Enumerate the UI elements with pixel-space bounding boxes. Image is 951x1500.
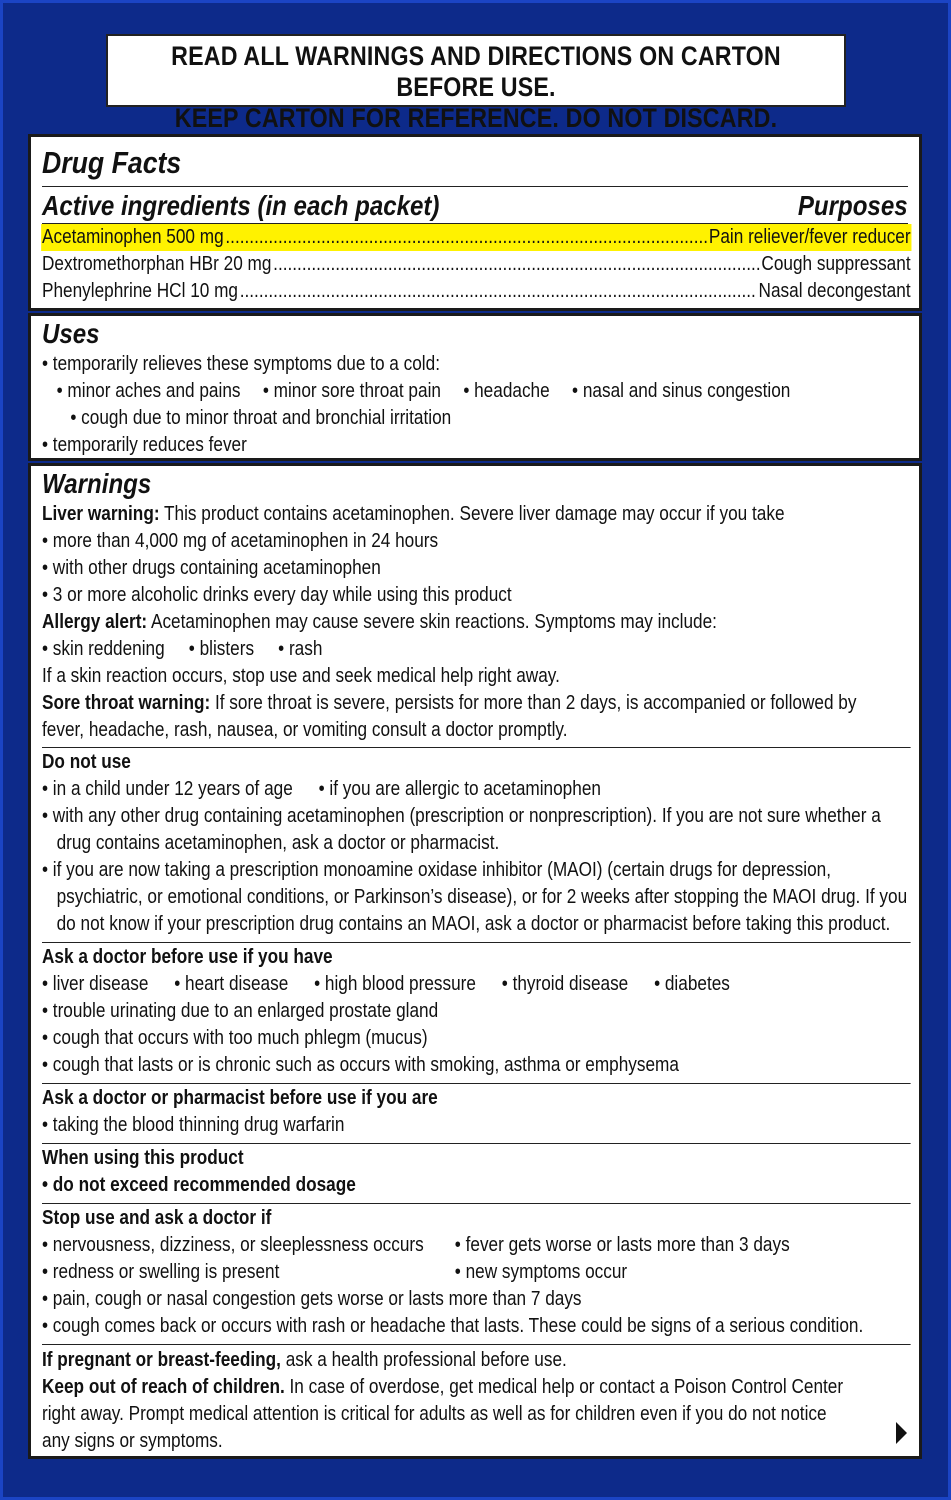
- continue-arrow-icon: [896, 1422, 907, 1444]
- list-item: • 3 or more alcoholic drinks every day while using this product: [42, 584, 512, 606]
- allergy-alert: [42, 609, 911, 636]
- sore-throat-label: Sore throat warning:: [42, 692, 211, 714]
- uses-title: Uses: [42, 318, 100, 349]
- pregnancy-text: ask a health professional before use.: [280, 1349, 567, 1371]
- carton-warning-banner: [106, 34, 846, 133]
- list-item: • liver disease: [42, 973, 149, 995]
- list-item: • diabetes: [654, 973, 730, 995]
- stop-use-section: [42, 1203, 911, 1344]
- keep-out-of-reach: [42, 1374, 911, 1401]
- keep-out-text-3: any signs or symptoms.: [42, 1430, 223, 1452]
- uses-symptom: • minor sore throat pain: [262, 380, 441, 402]
- list-item: • pain, cough or nasal congestion gets worse or lasts more than 7 days: [42, 1288, 582, 1310]
- ask-pharmacist-section: [42, 1083, 911, 1143]
- leader-dots: [225, 224, 707, 251]
- active-ingredients-label: Active ingredients (in each packet): [42, 190, 440, 221]
- uses-symptom: • headache: [463, 380, 550, 402]
- allergy-alert-text: Acetaminophen may cause severe skin reactions. Symptoms may include:: [147, 611, 717, 633]
- list-item: • do not exceed recommended dosage: [42, 1174, 356, 1196]
- uses-line: • temporarily relieves these symptoms due to a cold:: [42, 353, 440, 375]
- stop-use-title: Stop use and ask a doctor if: [42, 1207, 272, 1229]
- list-item: • if you are allergic to acetaminophen: [318, 778, 601, 800]
- ingredient-row: [41, 224, 911, 251]
- drug-facts-title: Drug Facts: [42, 145, 182, 180]
- ingredient-name: Dextromethorphan HBr 20 mg: [42, 253, 272, 275]
- do-not-use-section: [42, 747, 911, 942]
- list-item-cont: do not know if your prescription drug contains an MAOI, ask a doctor or pharmacist before taking this product.: [56, 913, 891, 935]
- list-item: • trouble urinating due to an enlarged prostate gland: [42, 1000, 439, 1022]
- when-using-title: When using this product: [42, 1147, 244, 1169]
- keep-out-label: Keep out of reach of children.: [42, 1376, 285, 1398]
- list-item-cont: psychiatric, or emotional conditions, or Parkinson’s disease), or for 2 weeks after stopping the MAOI drug. If you: [56, 886, 908, 908]
- list-item: • if you are now taking a prescription monoamine oxidase inhibitor (MAOI) (certain drugs for depression,: [42, 859, 831, 881]
- uses-line: • temporarily reduces fever: [42, 434, 247, 456]
- pregnancy-warning: [42, 1347, 911, 1374]
- ask-doctor-section: [42, 942, 911, 1083]
- banner-line-2: KEEP CARTON FOR REFERENCE. DO NOT DISCARD.: [174, 103, 778, 133]
- stop-use-columns: [42, 1232, 911, 1286]
- list-item: • blisters: [188, 638, 255, 660]
- list-item: • with any other drug containing acetaminophen (prescription or nonprescription). If you are not sure whether a: [42, 805, 881, 827]
- list-item: • new symptoms occur: [454, 1261, 628, 1283]
- list-item: • fever gets worse or lasts more than 3 days: [454, 1234, 790, 1256]
- pregnancy-label: If pregnant or breast-feeding,: [42, 1349, 281, 1371]
- leader-dots: [240, 278, 757, 305]
- list-item: • in a child under 12 years of age: [42, 778, 293, 800]
- list-item: • with other drugs containing acetaminophen: [42, 557, 381, 579]
- list-item: • taking the blood thinning drug warfarin: [42, 1114, 345, 1136]
- list-item: • cough that lasts or is chronic such as occurs with smoking, asthma or emphysema: [42, 1054, 679, 1076]
- keep-out-text: In case of overdose, get medical help or contact a Poison Control Center: [284, 1376, 844, 1398]
- ingredient-row: [42, 278, 911, 305]
- list-item: • rash: [278, 638, 323, 660]
- ingredient-purpose: Nasal decongestant: [758, 280, 911, 302]
- sore-throat-text: If sore throat is severe, persists for more than 2 days, is accompanied or followed by: [210, 692, 857, 714]
- ingredient-name: Acetaminophen 500 mg: [42, 226, 224, 248]
- list-item: • high blood pressure: [314, 973, 476, 995]
- keep-out-text-2: right away. Prompt medical attention is critical for adults as well as for children even if you do not notice: [42, 1403, 827, 1425]
- ask-doctor-title: Ask a doctor before use if you have: [42, 946, 333, 968]
- ask-pharmacist-title: Ask a doctor or pharmacist before use if you are: [42, 1087, 438, 1109]
- list-item: • redness or swelling is present: [42, 1261, 280, 1283]
- allergy-symptoms-row: [42, 636, 911, 663]
- sore-throat-warning: [42, 690, 911, 717]
- uses-panel: [28, 313, 922, 461]
- ingredient-row: [42, 251, 911, 278]
- ingredient-name: Phenylephrine HCl 10 mg: [42, 280, 238, 302]
- drug-facts-panel: [28, 134, 922, 311]
- uses-line: • cough due to minor throat and bronchial irritation: [70, 407, 452, 429]
- list-item: • cough comes back or occurs with rash or headache that lasts. These could be signs of a serious condition.: [42, 1315, 864, 1337]
- list-item: • cough that occurs with too much phlegm (mucus): [42, 1027, 428, 1049]
- pregnancy-children-section: [42, 1344, 911, 1455]
- leader-dots: [273, 251, 760, 278]
- banner-line-1: READ ALL WARNINGS AND DIRECTIONS ON CARTON BEFORE USE.: [171, 41, 781, 102]
- warnings-title: Warnings: [42, 468, 152, 499]
- when-using-section: [42, 1143, 911, 1203]
- list-item: • more than 4,000 mg of acetaminophen in 24 hours: [42, 530, 439, 552]
- list-item-cont: drug contains acetaminophen, ask a doctor or pharmacist.: [56, 832, 500, 854]
- ingredient-purpose: Cough suppressant: [761, 253, 911, 275]
- do-not-use-row: [42, 776, 911, 803]
- purposes-label: Purposes: [798, 190, 908, 221]
- list-item: • heart disease: [174, 973, 289, 995]
- liver-warning-label: Liver warning:: [42, 503, 160, 525]
- warnings-panel: [28, 463, 922, 1459]
- uses-symptom: • nasal and sinus congestion: [572, 380, 791, 402]
- list-item: • skin reddening: [42, 638, 165, 660]
- allergy-alert-label: Allergy alert:: [42, 611, 148, 633]
- uses-symptom: • minor aches and pains: [56, 380, 241, 402]
- liver-warning: [42, 501, 911, 528]
- sore-throat-text-2: fever, headache, rash, nausea, or vomiting consult a doctor promptly.: [42, 719, 568, 741]
- active-ingredients-header: [42, 187, 908, 222]
- list-item: • nervousness, dizziness, or sleeplessness occurs: [42, 1234, 424, 1256]
- list-item: • thyroid disease: [501, 973, 629, 995]
- liver-warning-text: This product contains acetaminophen. Severe liver damage may occur if you take: [159, 503, 785, 525]
- ask-doctor-row: [42, 971, 911, 998]
- skin-reaction-text: If a skin reaction occurs, stop use and seek medical help right away.: [42, 665, 560, 687]
- ingredient-purpose: Pain reliever/fever reducer: [708, 226, 911, 248]
- do-not-use-title: Do not use: [42, 751, 131, 773]
- uses-symptoms-row: [42, 378, 911, 405]
